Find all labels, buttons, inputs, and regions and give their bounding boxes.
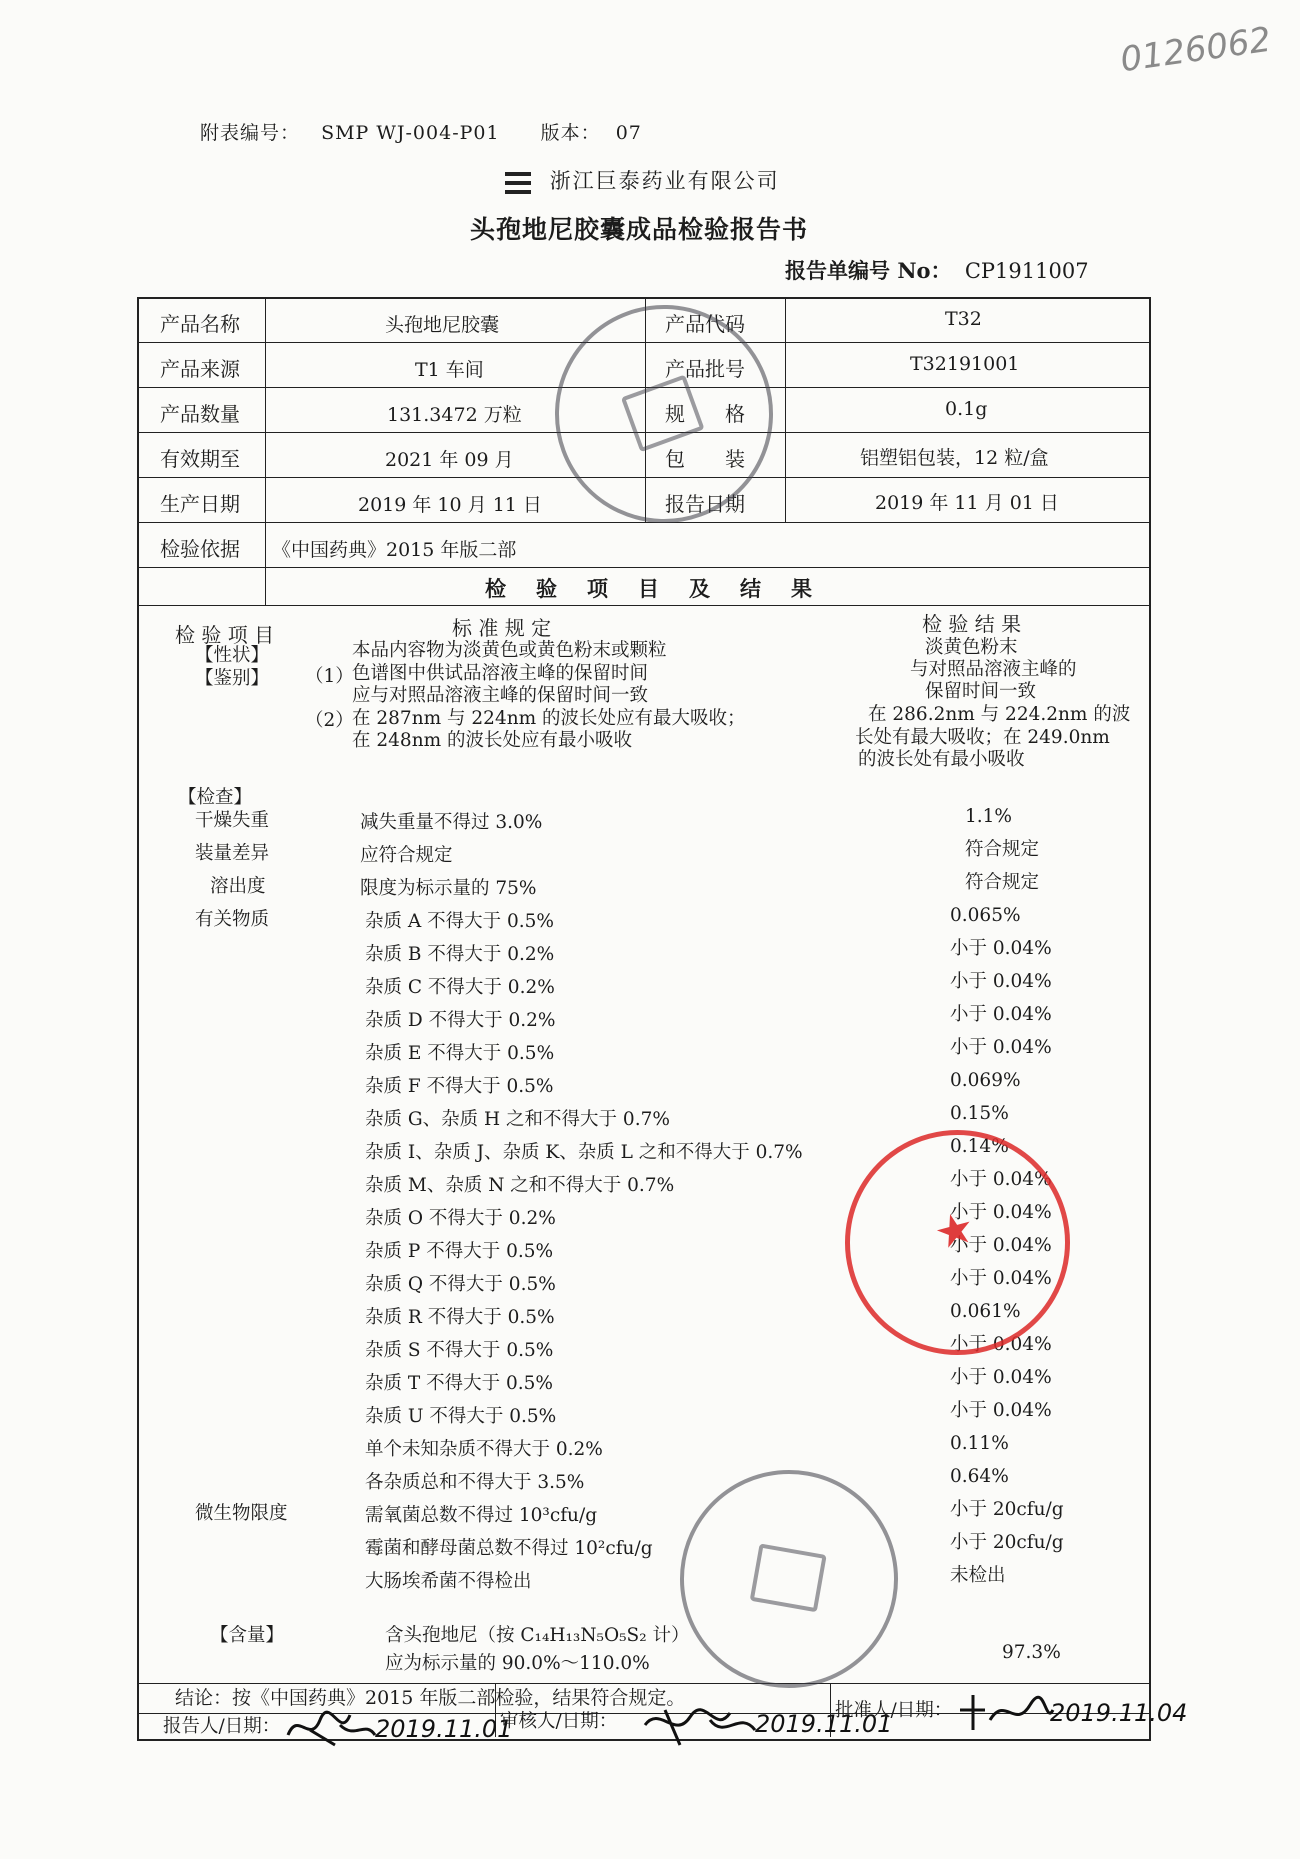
check-item-label: 微生物限度 [195, 1503, 288, 1524]
company-header [505, 165, 780, 195]
ident-2-standard-line1: 在 287nm 与 224nm 的波长处应有最大吸收； [352, 708, 746, 729]
assay-standard-line2: 应为标示量的 90.0%～110.0% [385, 1653, 650, 1674]
check-item-label: 溶出度 [210, 876, 266, 897]
divider [785, 297, 786, 522]
check-result: 符合规定 [965, 839, 1040, 860]
check-result: 0.14% [950, 1136, 1009, 1157]
col-header-item: 检 验 项 目 [175, 623, 275, 647]
expiry-label: 有效期至 [160, 447, 240, 471]
check-result: 小于 0.04% [950, 1367, 1052, 1388]
ident-1-standard-line2: 应与对照品溶液主峰的保留时间一致 [352, 685, 649, 706]
check-standard: 杂质 I、杂质 J、杂质 K、杂质 L 之和不得大于 0.7% [365, 1142, 803, 1163]
check-label: 【检查】 [178, 787, 253, 808]
source-value: T1 车间 [415, 359, 484, 381]
reviewer-signature [640, 1695, 760, 1755]
report-date-value: 2019 年 11 月 01 日 [875, 492, 1059, 514]
assay-label: 【含量】 [210, 1625, 285, 1646]
check-result: 0.061% [950, 1301, 1021, 1322]
check-result: 0.065% [950, 905, 1021, 926]
col-header-standard: 标 准 规 定 [452, 616, 552, 640]
check-standard: 杂质 T 不得大于 0.5% [365, 1373, 553, 1394]
spec-value: 0.1g [945, 398, 988, 420]
star-icon: ★ [928, 1201, 981, 1261]
check-standard: 杂质 B 不得大于 0.2% [365, 944, 555, 965]
check-result: 未检出 [950, 1565, 1006, 1586]
check-standard: 需氧菌总数不得过 10³cfu/g [365, 1505, 598, 1526]
divider [137, 522, 1149, 523]
check-result: 小于 0.04% [950, 971, 1052, 992]
production-date-label: 生产日期 [160, 492, 240, 516]
check-result: 0.15% [950, 1103, 1009, 1124]
check-result: 小于 0.04% [950, 1169, 1052, 1190]
form-number [200, 118, 642, 145]
source-label: 产品来源 [160, 357, 240, 381]
check-standard: 限度为标示量的 75% [360, 878, 537, 899]
reviewer-label: 审核人/日期： [500, 1711, 618, 1732]
expiry-value: 2021 年 09 月 [385, 449, 514, 471]
check-standard: 霉菌和酵母菌总数不得过 10²cfu/g [365, 1538, 653, 1559]
corner-handwritten-number: 0126062 [1117, 19, 1274, 81]
check-standard: 杂质 A 不得大于 0.5% [365, 911, 555, 932]
product-name-label: 产品名称 [160, 312, 240, 336]
reviewer-date-handwritten: 2019.11.01 [755, 1710, 893, 1738]
check-standard: 杂质 C 不得大于 0.2% [365, 977, 555, 998]
check-result: 小于 0.04% [950, 1235, 1052, 1256]
form-number-label: 附表编号： [200, 122, 301, 144]
basis-label: 检验依据 [160, 537, 240, 561]
divider [137, 1683, 1149, 1684]
check-result: 小于 20cfu/g [950, 1499, 1064, 1520]
check-result: 小于 0.04% [950, 1334, 1052, 1355]
report-number-value: CP1911007 [964, 259, 1089, 283]
check-result: 1.1% [965, 806, 1012, 827]
ident-1-result-line1: 与对照品溶液主峰的 [910, 659, 1077, 680]
check-result: 小于 0.04% [950, 1004, 1052, 1025]
check-result: 0.11% [950, 1433, 1009, 1454]
divider [137, 567, 1149, 568]
check-standard: 杂质 Q 不得大于 0.5% [365, 1274, 556, 1295]
version-value: 07 [615, 122, 642, 144]
check-result: 小于 0.04% [950, 1268, 1052, 1289]
company-logo-icon [505, 172, 531, 194]
check-result: 符合规定 [965, 872, 1040, 893]
ident-1-standard-line1: 色谱图中供试品溶液主峰的保留时间 [352, 663, 649, 684]
check-item-label: 干燥失重 [195, 810, 270, 831]
character-result: 淡黄色粉末 [925, 637, 1018, 658]
approver-label: 批准人/日期： [835, 1700, 953, 1721]
check-standard: 杂质 M、杂质 N 之和不得大于 0.7% [365, 1175, 675, 1196]
check-result: 小于 0.04% [950, 1037, 1052, 1058]
form-number-value: SMP WJ-004-P01 [321, 122, 500, 144]
batch-label: 产品批号 [665, 357, 745, 381]
check-standard: 大肠埃希菌不得检出 [365, 1571, 532, 1592]
package-value: 铝塑铝包装，12 粒/盒 [860, 447, 1049, 469]
check-standard: 杂质 R 不得大于 0.5% [365, 1307, 555, 1328]
document-title: 头孢地尼胶囊成品检验报告书 [470, 215, 809, 244]
approver-signature [955, 1685, 1055, 1745]
package-label: 包 装 [665, 447, 745, 471]
reporter-label: 报告人/日期： [163, 1716, 281, 1737]
report-number-label: 报告单编号 [785, 258, 890, 283]
check-standard: 单个未知杂质不得大于 0.2% [365, 1439, 603, 1460]
version-label: 版本： [540, 122, 601, 144]
company-name: 浙江巨泰药业有限公司 [549, 169, 780, 193]
check-result: 0.64% [950, 1466, 1009, 1487]
check-standard: 杂质 G、杂质 H 之和不得大于 0.7% [365, 1109, 670, 1130]
assay-result: 97.3% [1002, 1642, 1061, 1663]
production-date-value: 2019 年 10 月 11 日 [358, 494, 542, 516]
check-standard: 杂质 E 不得大于 0.5% [365, 1043, 555, 1064]
conclusion: 结论：按《中国药典》2015 年版二部检验，结果符合规定。 [175, 1687, 686, 1709]
check-standard: 杂质 D 不得大于 0.2% [365, 1010, 556, 1031]
check-result: 0.069% [950, 1070, 1021, 1091]
report-date-label: 报告日期 [665, 492, 745, 516]
check-standard: 各杂质总和不得大于 3.5% [365, 1472, 585, 1493]
check-standard: 应符合规定 [360, 845, 453, 866]
ident-2-result-line1: 在 286.2nm 与 224.2nm 的波 [868, 704, 1131, 725]
quantity-label: 产品数量 [160, 402, 240, 426]
ident-1-number: （1） [305, 666, 354, 687]
basis-value: 《中国药典》2015 年版二部 [272, 539, 517, 561]
approver-date-handwritten: 2019.11.04 [1050, 1699, 1188, 1727]
reporter-date-handwritten: 2019.11.01 [375, 1715, 513, 1743]
check-result: 小于 20cfu/g [950, 1532, 1064, 1553]
check-standard: 杂质 O 不得大于 0.2% [365, 1208, 556, 1229]
report-number [785, 255, 1089, 285]
check-standard: 杂质 S 不得大于 0.5% [365, 1340, 554, 1361]
col-header-result: 检 验 结 果 [922, 612, 1022, 636]
report-number-prefix: No： [897, 258, 952, 283]
results-section-title: 检验项目及结果 [485, 576, 842, 601]
character-label: 【性状】 [195, 645, 270, 666]
divider [137, 605, 1149, 606]
divider [265, 297, 266, 605]
assay-standard-line1: 含头孢地尼（按 C₁₄H₁₃N₅O₅S₂ 计） [385, 1625, 690, 1646]
check-result: 小于 0.04% [950, 938, 1052, 959]
check-result: 小于 0.04% [950, 1202, 1052, 1223]
check-standard: 杂质 U 不得大于 0.5% [365, 1406, 557, 1427]
check-result: 小于 0.04% [950, 1400, 1052, 1421]
product-code-value: T32 [945, 308, 982, 330]
check-standard: 杂质 P 不得大于 0.5% [365, 1241, 554, 1262]
character-standard: 本品内容物为淡黄色或黄色粉末或颗粒 [352, 640, 667, 661]
batch-value: T32191001 [910, 353, 1020, 375]
product-code-label: 产品代码 [665, 312, 745, 336]
quantity-value: 131.3472 万粒 [387, 404, 522, 426]
check-item-label: 有关物质 [195, 909, 270, 930]
check-standard: 减失重量不得过 3.0% [360, 812, 543, 833]
ident-1-result-line2: 保留时间一致 [925, 681, 1037, 702]
check-item-label: 装量差异 [195, 843, 270, 864]
check-standard: 杂质 F 不得大于 0.5% [365, 1076, 554, 1097]
ident-2-standard-line2: 在 248nm 的波长处应有最小吸收 [352, 730, 633, 751]
identification-label: 【鉴别】 [195, 668, 270, 689]
ident-2-result-line3: 的波长处有最小吸收 [858, 749, 1025, 770]
reporter-signature [280, 1700, 380, 1760]
ident-2-number: （2） [305, 710, 354, 731]
spec-label: 规 格 [665, 402, 745, 426]
ident-2-result-line2: 长处有最大吸收；在 249.0nm [855, 727, 1110, 748]
product-name-value: 头孢地尼胶囊 [385, 314, 500, 336]
